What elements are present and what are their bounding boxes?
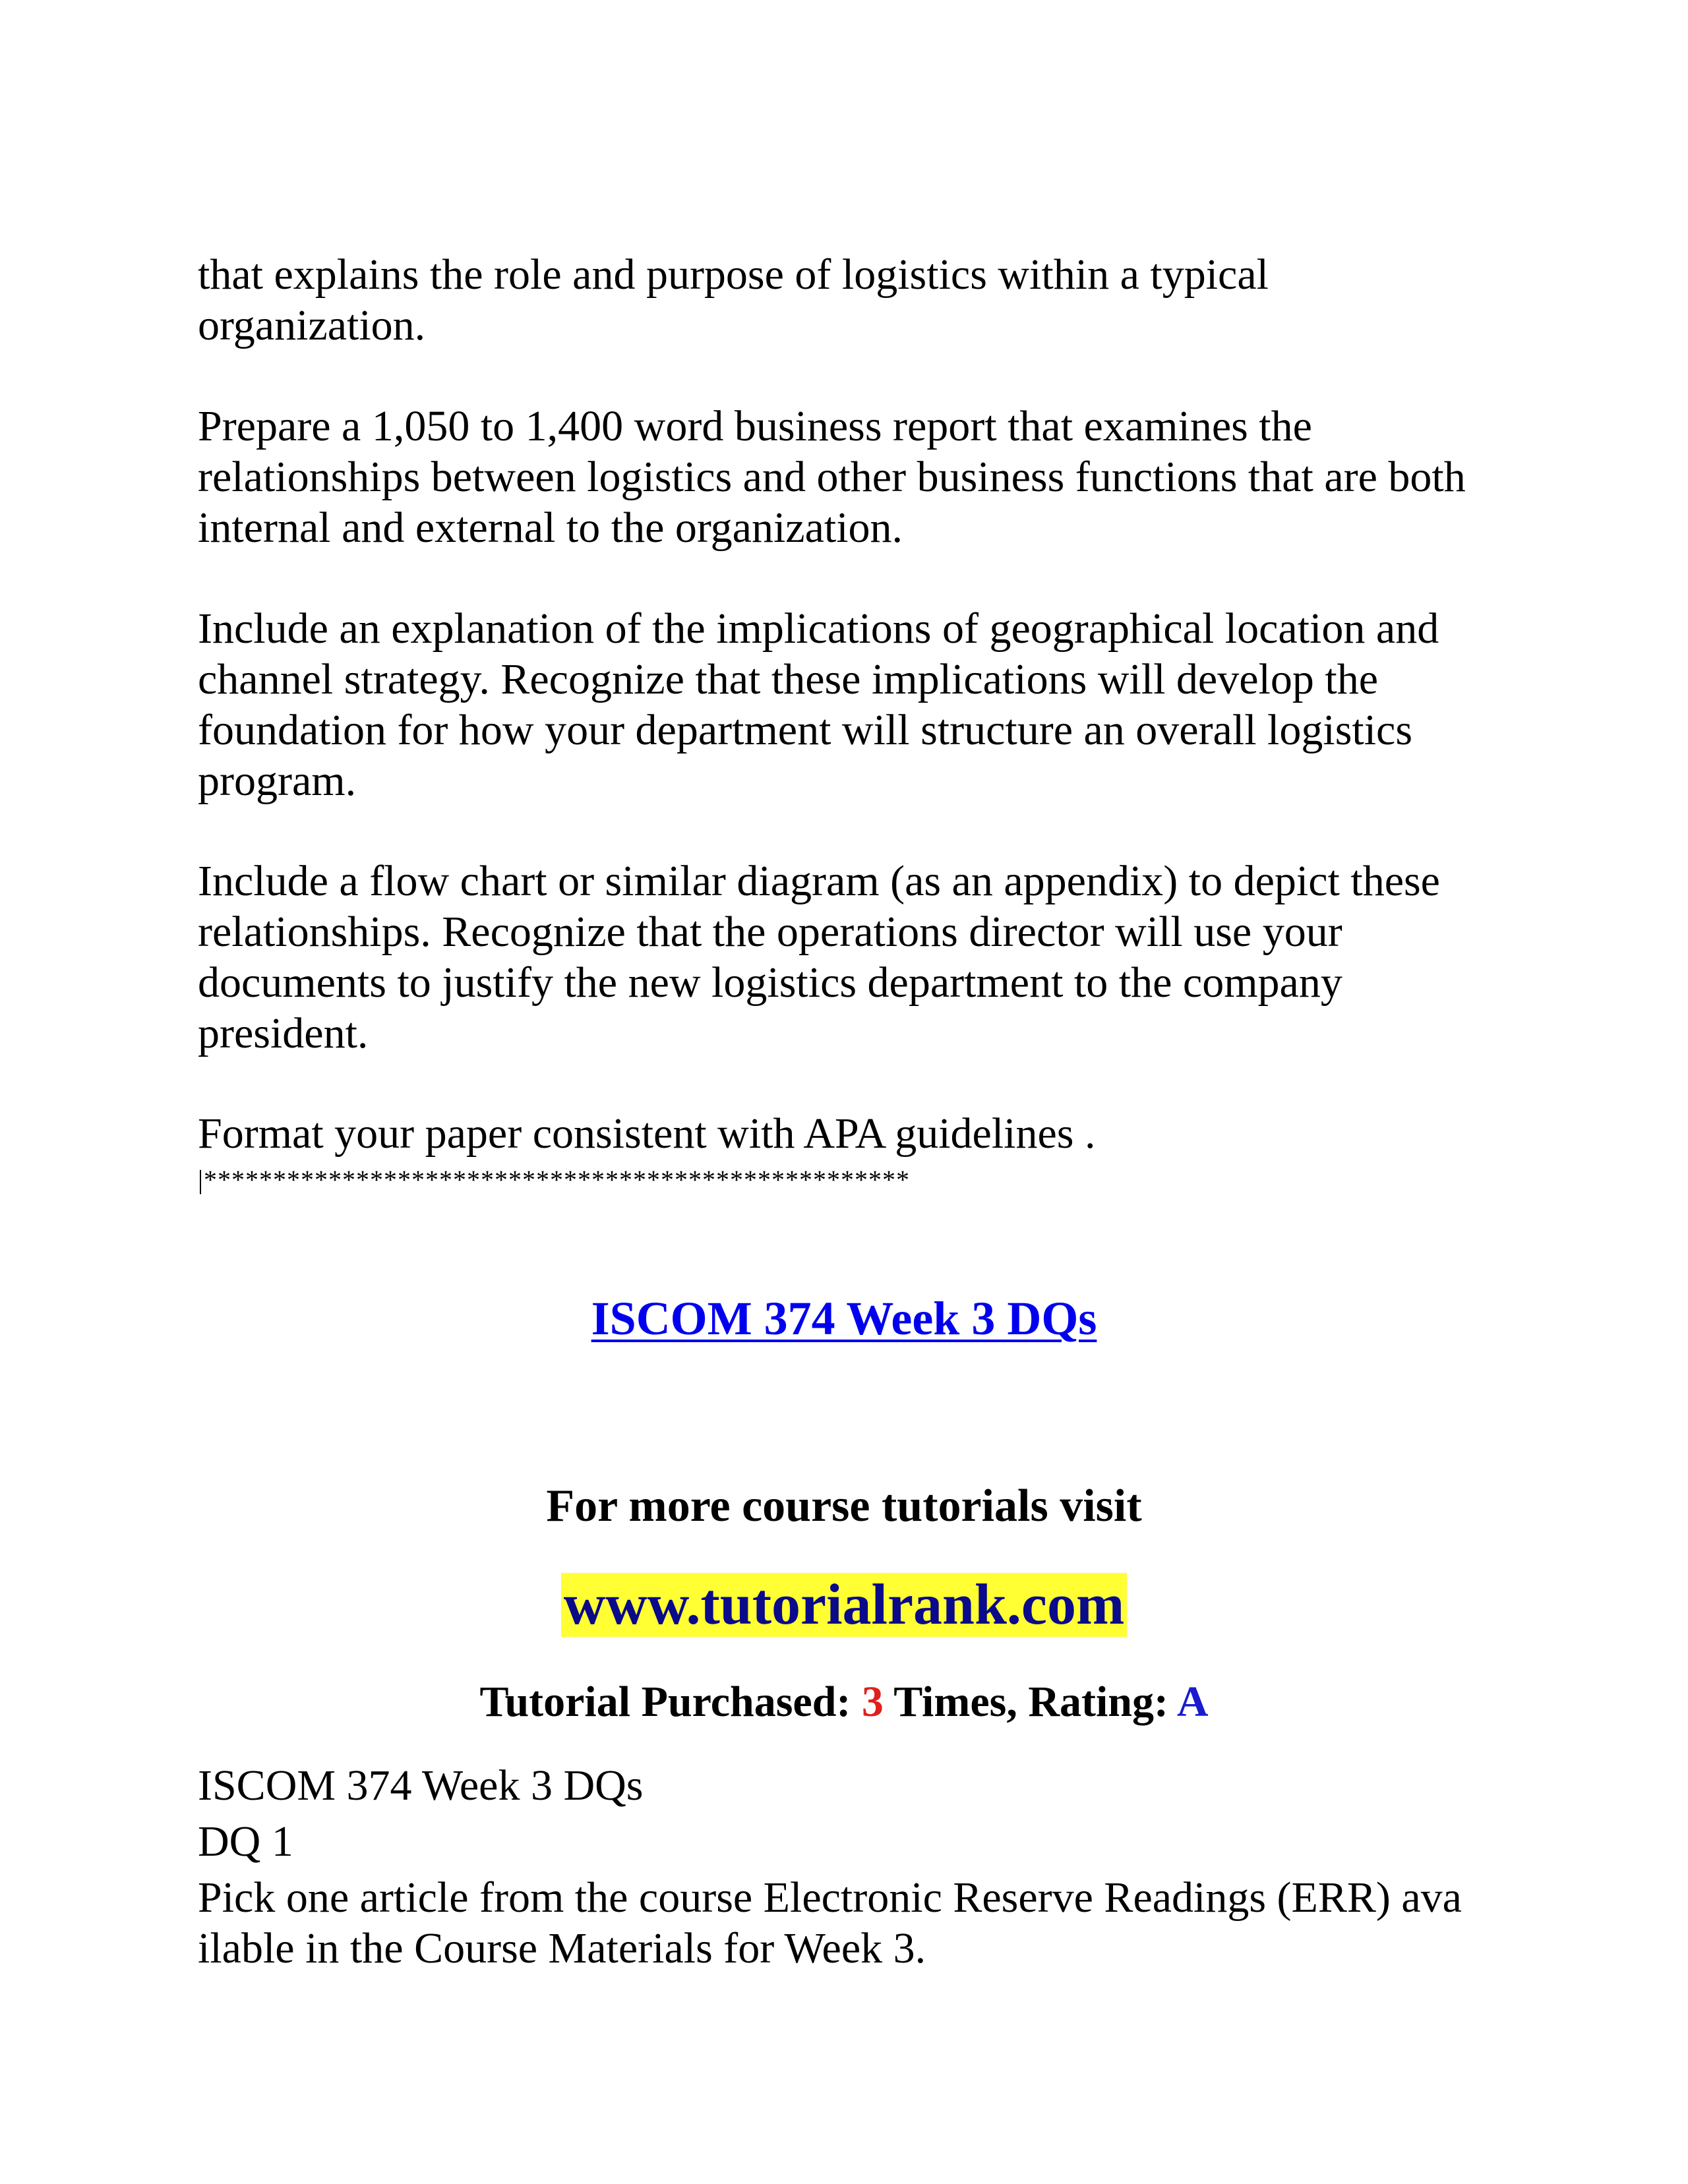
website-link[interactable]: www.tutorialrank.com <box>561 1573 1128 1637</box>
paragraph-report-instructions: Prepare a 1,050 to 1,400 word business report that examines the relationships between logistics and other business functions that are both internal and external to the organization. <box>198 402 1466 552</box>
paragraph-flow-chart: Include a flow chart or similar diagram (as an appendix) to depict these relationships. Recognize that the operations director will use your documents to justify the new logistics department to the company president. <box>198 857 1440 1057</box>
paragraph-apa-format: Format your paper consistent with APA guidelines . <box>198 1109 1096 1158</box>
rating-value: A <box>1176 1678 1209 1726</box>
purchased-label: Tutorial Purchased: <box>479 1678 862 1726</box>
website-line <box>0 1569 1688 1641</box>
course-heading-link[interactable]: ISCOM 374 Week 3 DQs <box>591 1292 1097 1345</box>
purchase-rating-line <box>0 1674 1688 1730</box>
course-heading <box>0 1289 1688 1348</box>
visit-prompt: For more course tutorials visit <box>546 1481 1142 1531</box>
purchased-count: 3 <box>861 1678 884 1726</box>
asterisk-separator: |*************************************************** <box>198 1165 911 1195</box>
dq-instructions: Pick one article from the course Electronic Reserve Readings (ERR) ava ilable in the Course Materials for Week 3. <box>198 1874 1462 1972</box>
dq-number: DQ 1 <box>198 1817 293 1866</box>
dq-section-title: ISCOM 374 Week 3 DQs <box>198 1761 644 1810</box>
paragraph-role-purpose: that explains the role and purpose of logistics within a typical organization. <box>198 251 1269 349</box>
times-rating-label: Times, Rating: <box>883 1678 1177 1726</box>
paragraph-geographical-implications: Include an explanation of the implications of geographical location and channel strategy. Recognize that these implications will develop the foundation for how your department will structure an overall logistics program. <box>198 605 1439 805</box>
